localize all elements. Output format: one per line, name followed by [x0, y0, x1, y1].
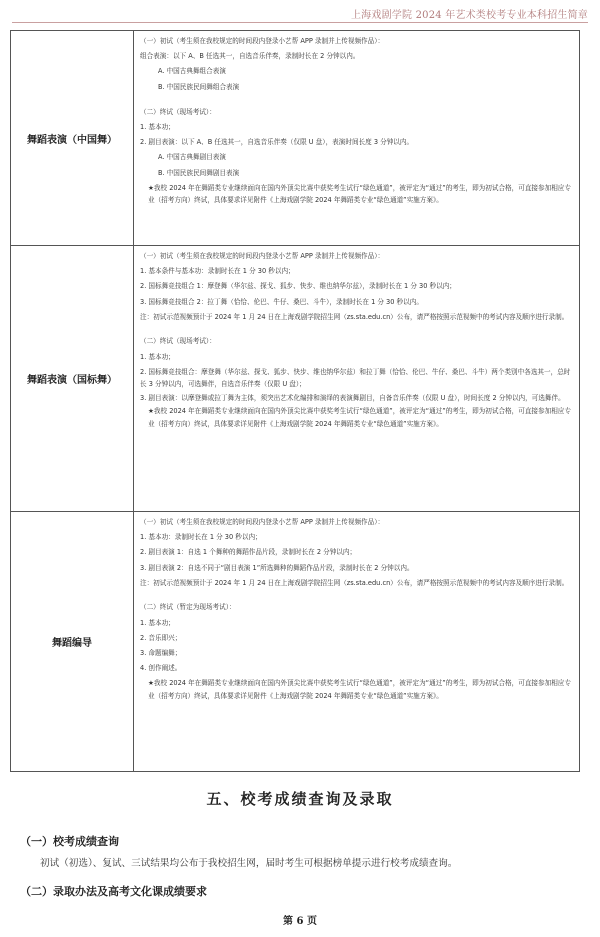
demo-video-note: 注：初试示范视频预计于 2024 年 1 月 24 日在上海戏剧学院招生网（zs.sta.edu.cn）公布，请严格按照示范视频中的考试内容及顺序进行录制。	[140, 312, 569, 321]
header-title: 上海戏剧学院 2024 年艺术类校考专业本科招生简章	[350, 10, 588, 21]
category-cell: 舞蹈编导	[11, 512, 134, 772]
text-line: 2. 音乐即兴；	[140, 633, 182, 642]
text-line: （二）终试（暂定为现场考试）：	[140, 603, 236, 612]
requirements-cell	[134, 246, 580, 512]
section-title: 五、校考成绩查询及录取	[206, 790, 394, 808]
text-line: 1. 基本功：录制时长在 1 分 30 秒以内；	[140, 533, 262, 542]
text-line: 3. 命题编舞；	[140, 648, 182, 657]
subsection-heading-admission: （二）录取办法及高考文化课成绩要求	[20, 885, 207, 898]
page-number: 第 6 页	[283, 916, 317, 927]
text-line: B. 中国民族民间舞组合表演	[158, 82, 240, 91]
text-line: （一）初试（考生须在我校规定的时间段内登录小艺帮 APP 录制并上传视频作品）：	[140, 518, 385, 526]
category-cell: 舞蹈表演（中国舞）	[11, 31, 134, 246]
requirements-cell	[134, 512, 580, 772]
text-line: 2. 剧目表演：以下 A、B 任选其一，自选音乐伴奏（仅限 U 盘），表演时间长度 3 分钟以内。	[140, 138, 414, 147]
green-channel-note: ★我校 2024 年在舞蹈类专业继续面向在国内外顶尖比赛中获奖考生试行“绿色通道”，被评定为“通过”的考生，即为初试合格，可直接参加相应专业（招考方向）终试，具体要求详见附件《上海戏剧学院 2024 年舞蹈类专业“绿色通道”实施方案》。	[148, 183, 571, 205]
page-header	[0, 0, 600, 24]
exam-requirements-table	[10, 30, 580, 772]
score-query-paragraph: 初试（初选）、复试、三试结果均公布于我校招生网，届时考生可根据榜单提示进行校考成绩查询。	[40, 858, 458, 869]
text-line: 3. 剧目表演 2：自选不同于“剧目表演 1”所选舞种的舞蹈作品片段，录制时长在 2 分钟以内。	[140, 563, 414, 572]
subsection-heading-score-query: （一）校考成绩查询	[20, 835, 119, 848]
header-rule	[12, 22, 588, 23]
green-channel-note: ★我校 2024 年在舞蹈类专业继续面向在国内外顶尖比赛中获奖考生试行“绿色通道”，被评定为“通过”的考生，即为初试合格，可直接参加相应专业（招考方向）终试，具体要求详见附件《上海戏剧学院 2024 年舞蹈类专业“绿色通道”实施方案》。	[148, 407, 571, 428]
text-line: 1. 基本条件与基本功：录制时长在 1 分 30 秒以内；	[140, 267, 295, 276]
text-line: 2. 国标舞竞技组合：摩登舞（华尔兹、探戈、狐步、快步、维也纳华尔兹）和拉丁舞（恰恰、伦巴、牛仔、桑巴、斗牛）两个类别中各选其一，总时长 3 分钟以内，可选舞伴，自选音乐伴奏（仅限 U 盘）；	[140, 367, 571, 389]
text-line: 1. 基本功；	[140, 618, 175, 627]
text-line: 2. 剧目表演 1：自选 1 个舞种的舞蹈作品片段，录制时长在 2 分钟以内；	[140, 548, 357, 557]
text-line: （二）终试（现场考试）：	[140, 107, 216, 116]
text-line: 2. 国标舞竞技组合 1：摩登舞（华尔兹、探戈、狐步、快步、维也纳华尔兹），录制时长在 1 分 30 秒以内；	[140, 282, 456, 291]
table-row-ballroom-dance	[11, 246, 580, 512]
text-line: 3. 剧目表演：以摩登舞或拉丁舞为主体，须突出艺术化编排和演绎的表演舞剧目，自备音乐伴奏（仅限 U 盘），时间长度 2 分钟以内，可选舞伴。	[140, 393, 565, 402]
table-row-choreography	[11, 512, 580, 772]
text-line: B. 中国民族民间舞剧目表演	[158, 168, 240, 177]
text-line: 3. 国标舞竞技组合 2：拉丁舞（恰恰、伦巴、牛仔、桑巴、斗牛），录制时长在 1 分 30 秒以内。	[140, 297, 423, 306]
text-line: 组合表演：以下 A、B 任选其一，自选音乐伴奏，录制时长在 2 分钟以内。	[140, 52, 360, 61]
text-line: （一）初试（考生须在我校规定的时间段内登录小艺帮 APP 录制并上传视频作品）：	[140, 252, 385, 260]
text-line: A. 中国古典舞剧目表演	[158, 153, 226, 162]
requirements-cell	[134, 31, 580, 246]
category-cell: 舞蹈表演（国标舞）	[11, 246, 134, 512]
text-line: （一）初试（考生须在我校规定的时间段内登录小艺帮 APP 录制并上传视频作品）：	[140, 37, 385, 45]
table-row-chinese-dance	[11, 31, 580, 246]
text-line: A. 中国古典舞组合表演	[158, 67, 226, 76]
green-channel-note: ★我校 2024 年在舞蹈类专业继续面向在国内外顶尖比赛中获奖考生试行“绿色通道”，被评定为“通过”的考生，即为初试合格，可直接参加相应专业（招考方向）终试，具体要求详见附件《上海戏剧学院 2024 年舞蹈类专业“绿色通道”实施方案》。	[148, 679, 571, 700]
text-line: 1. 基本功；	[140, 352, 175, 361]
text-line: （二）终试（现场考试）：	[140, 337, 216, 346]
text-line: 1. 基本功；	[140, 123, 175, 132]
demo-video-note: 注：初试示范视频预计于 2024 年 1 月 24 日在上海戏剧学院招生网（zs.sta.edu.cn）公布，请严格按照示范视频中的考试内容及顺序进行录制。	[140, 578, 569, 587]
text-line: 4. 创作阐述。	[140, 664, 182, 673]
